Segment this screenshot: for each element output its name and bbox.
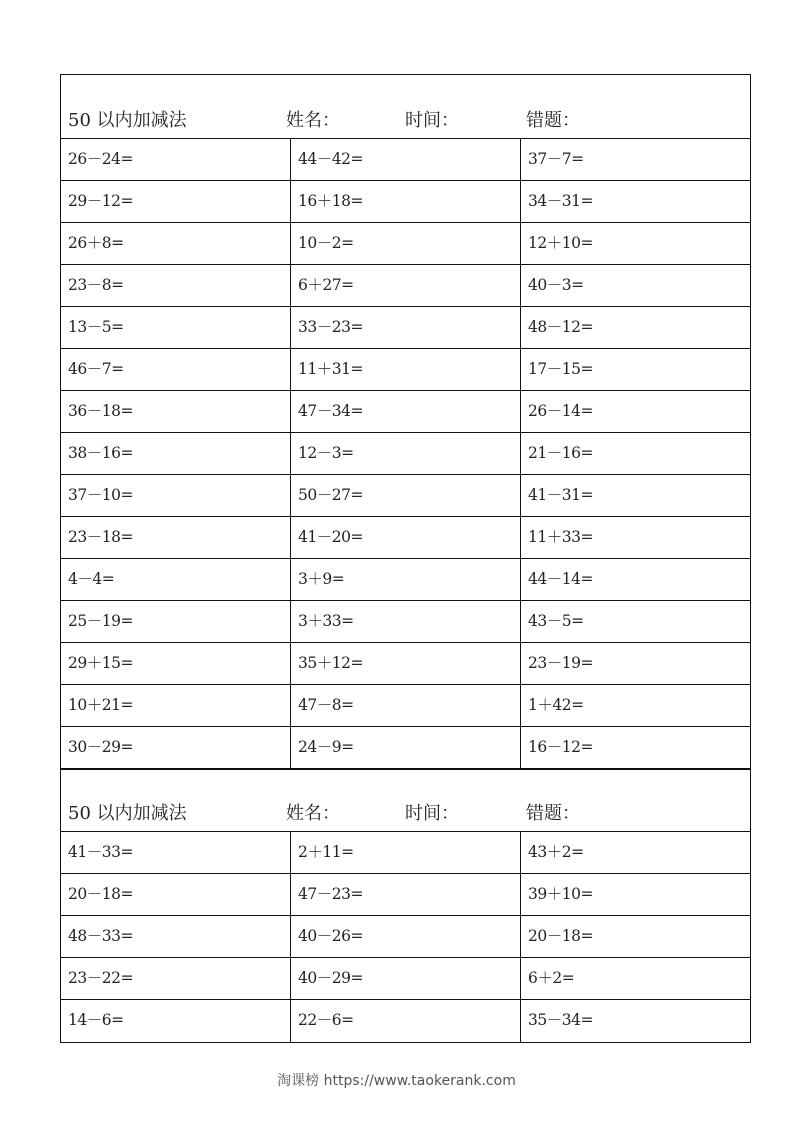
problem-cell: 40－3=	[528, 276, 584, 294]
table-row	[61, 223, 750, 265]
problem-cell: 33－23=	[291, 307, 521, 348]
name-label: 姓名：	[286, 110, 340, 131]
problem-cell: 26－14=	[528, 402, 593, 420]
problem-cell: 41－31=	[528, 486, 593, 504]
problem-cell: 41－20=	[291, 517, 521, 558]
problem-cell: 34－31=	[528, 192, 593, 210]
problem-cell: 41－33=	[61, 832, 291, 873]
table-row	[61, 685, 750, 727]
problem-cell: 2＋11=	[291, 832, 521, 873]
footer-watermark: 淘课榜 https://www.taokerank.com	[277, 1073, 516, 1089]
problem-cell: 3＋9=	[291, 559, 521, 600]
problem-cell: 1＋42=	[528, 696, 584, 714]
problem-cell: 46－7=	[61, 349, 291, 390]
problem-cell: 36－18=	[61, 391, 291, 432]
section-1-problems	[61, 139, 750, 769]
problem-cell: 47－8=	[291, 685, 521, 726]
table-row	[61, 601, 750, 643]
section-1-header	[61, 75, 750, 139]
table-row	[61, 433, 750, 475]
table-row	[61, 517, 750, 559]
problem-cell: 30－29=	[61, 727, 291, 768]
table-row	[61, 832, 750, 874]
problem-cell: 38－16=	[61, 433, 291, 474]
problem-cell: 23－22=	[61, 958, 291, 999]
problem-cell: 13－5=	[61, 307, 291, 348]
problem-cell: 43＋2=	[528, 843, 584, 861]
problem-cell: 11＋33=	[528, 528, 593, 546]
problem-cell: 44－42=	[291, 139, 521, 180]
problem-cell: 29－12=	[61, 181, 291, 222]
problem-cell: 35－34=	[528, 1011, 593, 1029]
problem-cell: 24－9=	[291, 727, 521, 768]
table-row	[61, 349, 750, 391]
worksheet-title: 50 以内加减法	[68, 803, 187, 824]
problem-cell: 50－27=	[291, 475, 521, 516]
worksheet-title: 50 以内加减法	[68, 110, 187, 131]
problem-cell: 3＋33=	[291, 601, 521, 642]
problem-cell: 21－16=	[528, 444, 593, 462]
section-2-header	[61, 769, 750, 832]
problem-cell: 48－12=	[528, 318, 593, 336]
table-row	[61, 916, 750, 958]
worksheet-table	[60, 74, 751, 1043]
problem-cell: 20－18=	[528, 927, 593, 945]
table-row	[61, 958, 750, 1000]
problem-cell: 47－34=	[291, 391, 521, 432]
section-2-problems	[61, 832, 750, 1042]
problem-cell: 6＋27=	[291, 265, 521, 306]
problem-cell: 12＋10=	[528, 234, 593, 252]
table-row	[61, 1000, 750, 1042]
problem-cell: 20－18=	[61, 874, 291, 915]
problem-cell: 37－7=	[528, 150, 584, 168]
problem-cell: 40－29=	[291, 958, 521, 999]
problem-cell: 12－3=	[291, 433, 521, 474]
problem-cell: 23－19=	[528, 654, 593, 672]
problem-cell: 26－24=	[61, 139, 291, 180]
table-row	[61, 181, 750, 223]
problem-cell: 10－2=	[291, 223, 521, 264]
problem-cell: 25－19=	[61, 601, 291, 642]
problem-cell: 11＋31=	[291, 349, 521, 390]
problem-cell: 29＋15=	[61, 643, 291, 684]
problem-cell: 26＋8=	[61, 223, 291, 264]
table-row	[61, 559, 750, 601]
table-row	[61, 643, 750, 685]
problem-cell: 14－6=	[61, 1000, 291, 1042]
name-label: 姓名：	[286, 803, 340, 824]
problem-cell: 6＋2=	[528, 969, 575, 987]
problem-cell: 16＋18=	[291, 181, 521, 222]
table-row	[61, 139, 750, 181]
problem-cell: 47－23=	[291, 874, 521, 915]
problem-cell: 22－6=	[291, 1000, 521, 1042]
problem-cell: 23－18=	[61, 517, 291, 558]
table-row	[61, 391, 750, 433]
problem-cell: 4－4=	[61, 559, 291, 600]
errors-label: 错题：	[526, 110, 580, 131]
table-row	[61, 727, 750, 769]
problem-cell: 35＋12=	[291, 643, 521, 684]
table-row	[61, 475, 750, 517]
problem-cell: 44－14=	[528, 570, 593, 588]
time-label: 时间：	[405, 803, 459, 824]
problem-cell: 37－10=	[61, 475, 291, 516]
errors-label: 错题：	[526, 803, 580, 824]
problem-cell: 23－8=	[61, 265, 291, 306]
problem-cell: 10＋21=	[61, 685, 291, 726]
table-row	[61, 265, 750, 307]
problem-cell: 43－5=	[528, 612, 584, 630]
problem-cell: 48－33=	[61, 916, 291, 957]
problem-cell: 16－12=	[528, 738, 593, 756]
problem-cell: 17－15=	[528, 360, 593, 378]
table-row	[61, 874, 750, 916]
table-row	[61, 307, 750, 349]
problem-cell: 39＋10=	[528, 885, 593, 903]
time-label: 时间：	[405, 110, 459, 131]
problem-cell: 40－26=	[291, 916, 521, 957]
